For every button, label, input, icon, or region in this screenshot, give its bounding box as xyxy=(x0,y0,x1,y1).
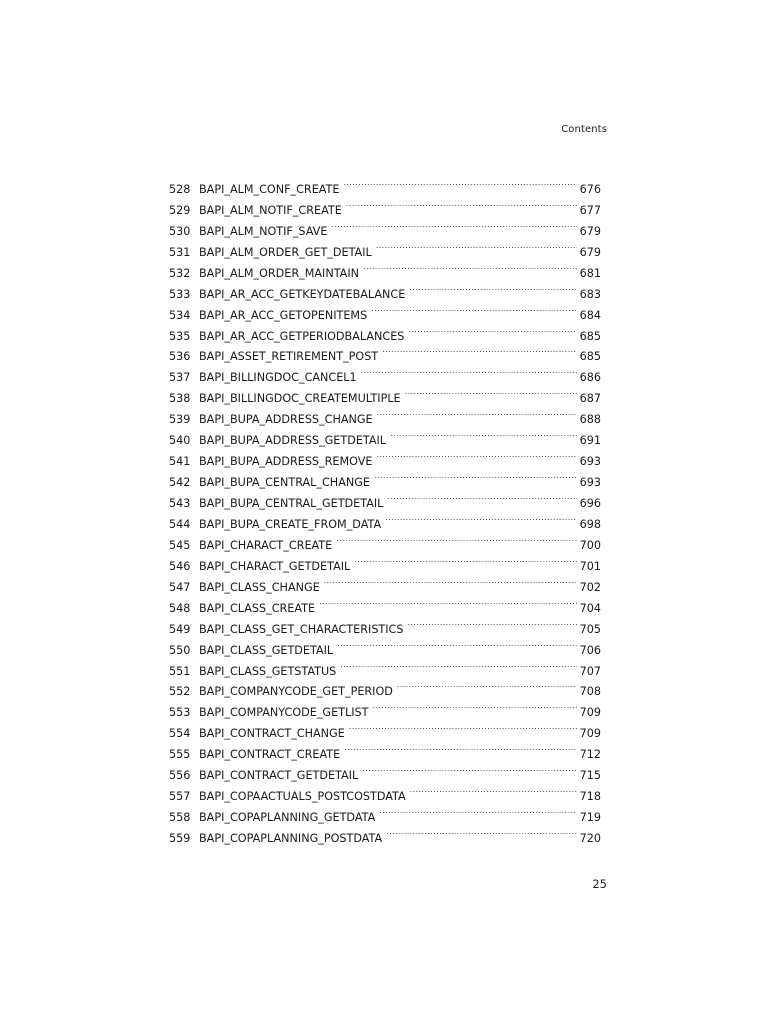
toc-dot-leader xyxy=(379,800,576,821)
toc-entry-title: BAPI_BUPA_CENTRAL_CHANGE xyxy=(199,476,370,490)
toc-dot-leader xyxy=(346,193,577,214)
running-header: Contents xyxy=(561,124,607,135)
toc-entry-page: 681 xyxy=(579,266,601,280)
toc-entry-title: BAPI_CONTRACT_CREATE xyxy=(199,748,341,762)
toc-entry-number: 556 xyxy=(169,769,191,783)
toc-entry-page: 702 xyxy=(579,580,601,594)
toc-entry-page: 693 xyxy=(579,455,601,469)
toc-entry-number: 536 xyxy=(169,350,191,364)
toc-entry-page: 691 xyxy=(579,434,601,448)
toc-entry-number: 552 xyxy=(169,685,191,699)
toc-entry-number: 555 xyxy=(169,748,191,762)
toc-entry-page: 693 xyxy=(579,476,601,490)
toc-entry-title: BAPI_ALM_ORDER_MAINTAIN xyxy=(199,266,359,280)
toc-dot-leader xyxy=(410,779,577,800)
toc-entry-number: 531 xyxy=(169,245,191,259)
toc-entry-page: 685 xyxy=(579,329,601,343)
toc-entry-page: 679 xyxy=(579,224,601,238)
toc-entry-number: 559 xyxy=(169,832,191,845)
toc-dot-leader xyxy=(386,821,577,842)
toc-entry-title: BAPI_COMPANYCODE_GETLIST xyxy=(199,706,369,720)
toc-entry-number: 530 xyxy=(169,224,191,238)
toc-dot-leader xyxy=(349,716,577,737)
toc-entry-title: BAPI_BUPA_ADDRESS_REMOVE xyxy=(199,455,373,469)
page-number: 25 xyxy=(592,877,607,891)
toc-dot-leader xyxy=(331,214,576,235)
toc-entry-page: 700 xyxy=(579,538,601,552)
toc-entry-title: BAPI_COMPANYCODE_GET_PERIOD xyxy=(199,685,393,699)
toc-entry-title: BAPI_ALM_CONF_CREATE xyxy=(199,182,340,196)
toc-entry-number: 548 xyxy=(169,601,191,615)
toc-entry-page: 712 xyxy=(579,748,601,762)
toc-dot-leader xyxy=(397,675,577,696)
toc-dot-leader xyxy=(361,360,577,381)
toc-entry-page: 707 xyxy=(579,664,601,678)
toc-entry-title: BAPI_BILLINGDOC_CANCEL1 xyxy=(199,371,357,385)
toc-entry-page: 720 xyxy=(579,832,601,845)
toc-entry-page: 687 xyxy=(579,392,601,406)
toc-entry-page: 686 xyxy=(579,371,601,385)
toc-entry-number: 532 xyxy=(169,266,191,280)
toc-entry-number: 541 xyxy=(169,455,191,469)
toc-dot-leader xyxy=(387,486,576,507)
toc-entry-number: 546 xyxy=(169,559,191,573)
toc-entry-number: 540 xyxy=(169,434,191,448)
toc-entry-page: 685 xyxy=(579,350,601,364)
toc-entry-page: 709 xyxy=(579,727,601,741)
toc-entry-title: BAPI_AR_ACC_GETOPENITEMS xyxy=(199,308,368,322)
toc-entry-page: 698 xyxy=(579,517,601,531)
toc-entry-number: 539 xyxy=(169,413,191,427)
toc-entry-title: BAPI_ALM_NOTIF_CREATE xyxy=(199,203,342,217)
toc-dot-leader xyxy=(319,591,577,612)
toc-dot-leader xyxy=(372,695,576,716)
toc-entry-number: 537 xyxy=(169,371,191,385)
toc-entry-number: 550 xyxy=(169,643,191,657)
toc-entry-page: 719 xyxy=(579,811,601,825)
toc-entry-title: BAPI_AR_ACC_GETKEYDATEBALANCE xyxy=(199,287,406,301)
toc-entry-title: BAPI_CHARACT_CREATE xyxy=(199,538,333,552)
toc-entry-number: 558 xyxy=(169,811,191,825)
toc-entry-page: 715 xyxy=(579,769,601,783)
toc-entry-title: BAPI_ALM_NOTIF_SAVE xyxy=(199,224,328,238)
toc-entry-title: BAPI_COPAPLANNING_GETDATA xyxy=(199,811,376,825)
toc-entry-title: BAPI_BUPA_CENTRAL_GETDETAIL xyxy=(199,497,384,510)
table-of-contents xyxy=(169,172,601,845)
toc-dot-leader xyxy=(390,423,577,444)
toc-entry xyxy=(169,172,601,196)
toc-entry-title: BAPI_BUPA_CREATE_FROM_DATA xyxy=(199,517,382,531)
toc-entry-page: 706 xyxy=(579,643,601,657)
toc-dot-leader xyxy=(340,654,576,675)
toc-entry-page: 704 xyxy=(579,601,601,615)
toc-dot-leader xyxy=(344,737,576,758)
toc-entry-number: 557 xyxy=(169,790,191,804)
toc-entry-page: 718 xyxy=(579,790,601,804)
toc-entry-number: 547 xyxy=(169,580,191,594)
toc-dot-leader xyxy=(376,235,577,256)
toc-entry-title: BAPI_BILLINGDOC_CREATEMULTIPLE xyxy=(199,392,401,406)
toc-entry-title: BAPI_CLASS_GETSTATUS xyxy=(199,664,337,678)
toc-dot-leader xyxy=(405,381,577,402)
toc-entry-page: 679 xyxy=(579,245,601,259)
toc-entry-title: BAPI_CONTRACT_CHANGE xyxy=(199,727,345,741)
toc-dot-leader xyxy=(382,340,576,361)
toc-entry-number: 549 xyxy=(169,622,191,636)
toc-entry-page: 708 xyxy=(579,685,601,699)
toc-entry-number: 543 xyxy=(169,497,191,510)
toc-dot-leader xyxy=(337,633,577,654)
toc-entry-title: BAPI_BUPA_ADDRESS_GETDETAIL xyxy=(199,434,387,448)
toc-dot-leader xyxy=(362,758,576,779)
toc-entry-page: 683 xyxy=(579,287,601,301)
toc-entry-title: BAPI_CHARACT_GETDETAIL xyxy=(199,559,351,573)
toc-entry-number: 544 xyxy=(169,517,191,531)
toc-dot-leader xyxy=(363,256,577,277)
toc-entry-title: BAPI_BUPA_ADDRESS_CHANGE xyxy=(199,413,373,427)
toc-entry-number: 529 xyxy=(169,203,191,217)
toc-entry-number: 551 xyxy=(169,664,191,678)
toc-entry-page: 696 xyxy=(579,497,601,510)
toc-entry-page: 677 xyxy=(579,203,601,217)
toc-entry-page: 709 xyxy=(579,706,601,720)
toc-entry-number: 538 xyxy=(169,392,191,406)
toc-entry-number: 533 xyxy=(169,287,191,301)
toc-dot-leader xyxy=(385,507,577,528)
toc-dot-leader xyxy=(409,277,576,298)
toc-entry-title: BAPI_ASSET_RETIREMENT_POST xyxy=(199,350,379,364)
toc-entry-page: 676 xyxy=(579,182,601,196)
toc-dot-leader xyxy=(408,319,576,340)
toc-entry-number: 528 xyxy=(169,182,191,196)
toc-dot-leader xyxy=(324,570,577,591)
toc-dot-leader xyxy=(343,172,576,193)
toc-entry-page: 688 xyxy=(579,413,601,427)
toc-entry-title: BAPI_ALM_ORDER_GET_DETAIL xyxy=(199,245,372,259)
toc-entry-title: BAPI_CLASS_GET_CHARACTERISTICS xyxy=(199,622,404,636)
toc-entry-title: BAPI_COPAACTUALS_POSTCOSTDATA xyxy=(199,790,406,804)
toc-entry-number: 553 xyxy=(169,706,191,720)
toc-entry-title: BAPI_CLASS_CREATE xyxy=(199,601,316,615)
toc-dot-leader xyxy=(336,528,576,549)
toc-entry-title: BAPI_AR_ACC_GETPERIODBALANCES xyxy=(199,329,405,343)
toc-entry-number: 542 xyxy=(169,476,191,490)
toc-dot-leader xyxy=(407,612,576,633)
toc-entry-page: 705 xyxy=(579,622,601,636)
toc-dot-leader xyxy=(376,444,576,465)
toc-entry-page: 684 xyxy=(579,308,601,322)
toc-dot-leader xyxy=(354,549,576,570)
toc-entry-number: 535 xyxy=(169,329,191,343)
toc-entry-number: 545 xyxy=(169,538,191,552)
toc-entry-title: BAPI_CLASS_GETDETAIL xyxy=(199,643,334,657)
toc-entry-number: 554 xyxy=(169,727,191,741)
toc-entry-title: BAPI_CLASS_CHANGE xyxy=(199,580,320,594)
toc-entry-title: BAPI_CONTRACT_GETDETAIL xyxy=(199,769,359,783)
toc-entry-title: BAPI_COPAPLANNING_POSTDATA xyxy=(199,832,383,845)
toc-dot-leader xyxy=(374,465,577,486)
toc-entry-number: 534 xyxy=(169,308,191,322)
toc-dot-leader xyxy=(371,298,576,319)
toc-dot-leader xyxy=(377,402,577,423)
toc-entry-page: 701 xyxy=(579,559,601,573)
